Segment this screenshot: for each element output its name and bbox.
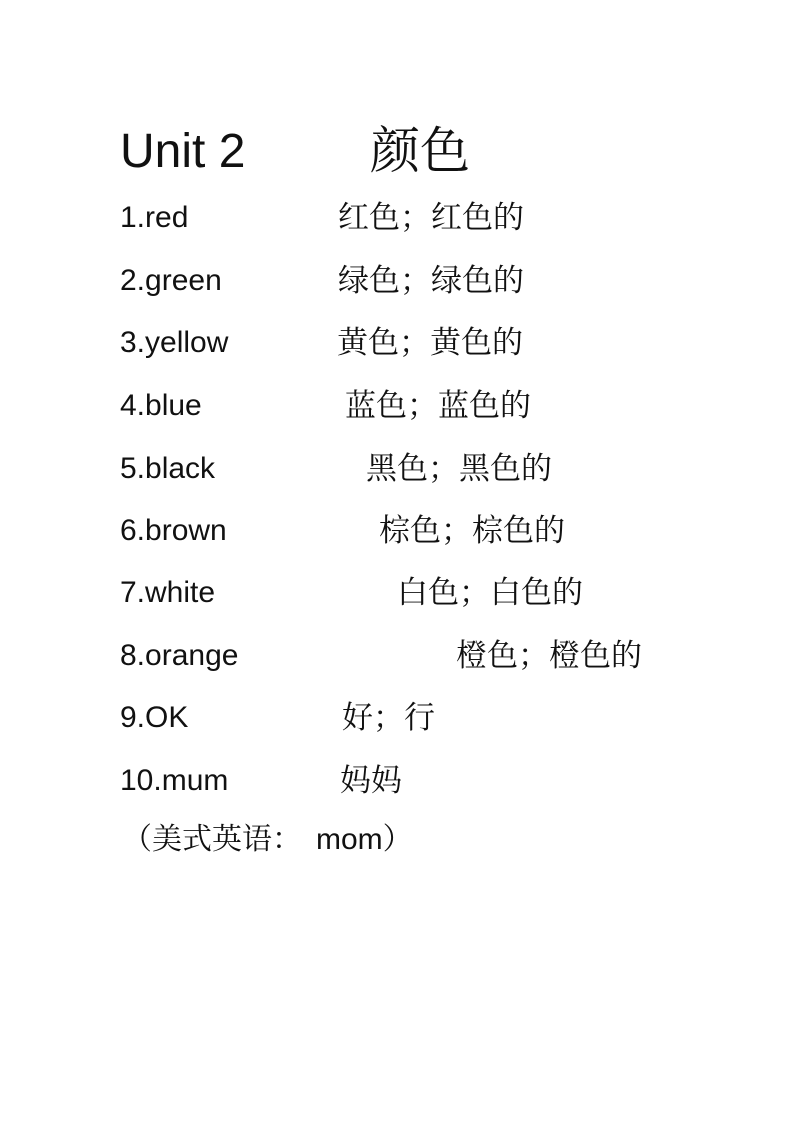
vocab-word: 9.OK — [120, 701, 189, 734]
vocab-row — [0, 506, 793, 556]
note-word: mom） — [316, 823, 413, 856]
vocab-meaning: 棕色；棕色的 — [379, 513, 565, 549]
vocab-word: 1.red — [120, 201, 189, 234]
vocab-word: 10.mum — [120, 764, 229, 797]
vocab-meaning: 好；行 — [342, 700, 435, 736]
vocab-meaning: 妈妈 — [340, 763, 402, 799]
vocab-row — [0, 631, 793, 681]
vocab-row — [0, 381, 793, 431]
unit-title: Unit 2 — [120, 125, 246, 178]
vocab-word: 5.black — [120, 452, 216, 485]
vocab-meaning: 黄色；黄色的 — [337, 325, 523, 361]
vocab-word: 7.white — [120, 576, 216, 609]
american-english-note — [122, 815, 413, 865]
vocab-meaning: 蓝色；蓝色的 — [345, 388, 531, 424]
vocab-meaning: 绿色；绿色的 — [338, 263, 524, 299]
vocab-row — [0, 193, 793, 243]
vocab-meaning: 橙色；橙色的 — [456, 638, 642, 674]
vocab-row — [0, 568, 793, 618]
vocab-meaning: 白色；白色的 — [397, 575, 583, 611]
vocab-row — [0, 318, 793, 368]
vocab-word: 2.green — [120, 264, 222, 297]
vocab-row — [0, 756, 793, 806]
vocab-meaning: 黑色；黑色的 — [366, 451, 552, 487]
note-prefix: （美式英语： — [122, 822, 302, 857]
vocab-row — [0, 444, 793, 494]
vocab-row — [0, 256, 793, 306]
vocab-word: 4.blue — [120, 389, 202, 422]
vocab-meaning: 红色；红色的 — [338, 200, 524, 236]
vocab-word: 8.orange — [120, 639, 239, 672]
vocab-word: 3.yellow — [120, 326, 229, 359]
vocab-word: 6.brown — [120, 514, 227, 547]
vocab-row — [0, 693, 793, 743]
topic-title: 颜色 — [370, 122, 470, 180]
